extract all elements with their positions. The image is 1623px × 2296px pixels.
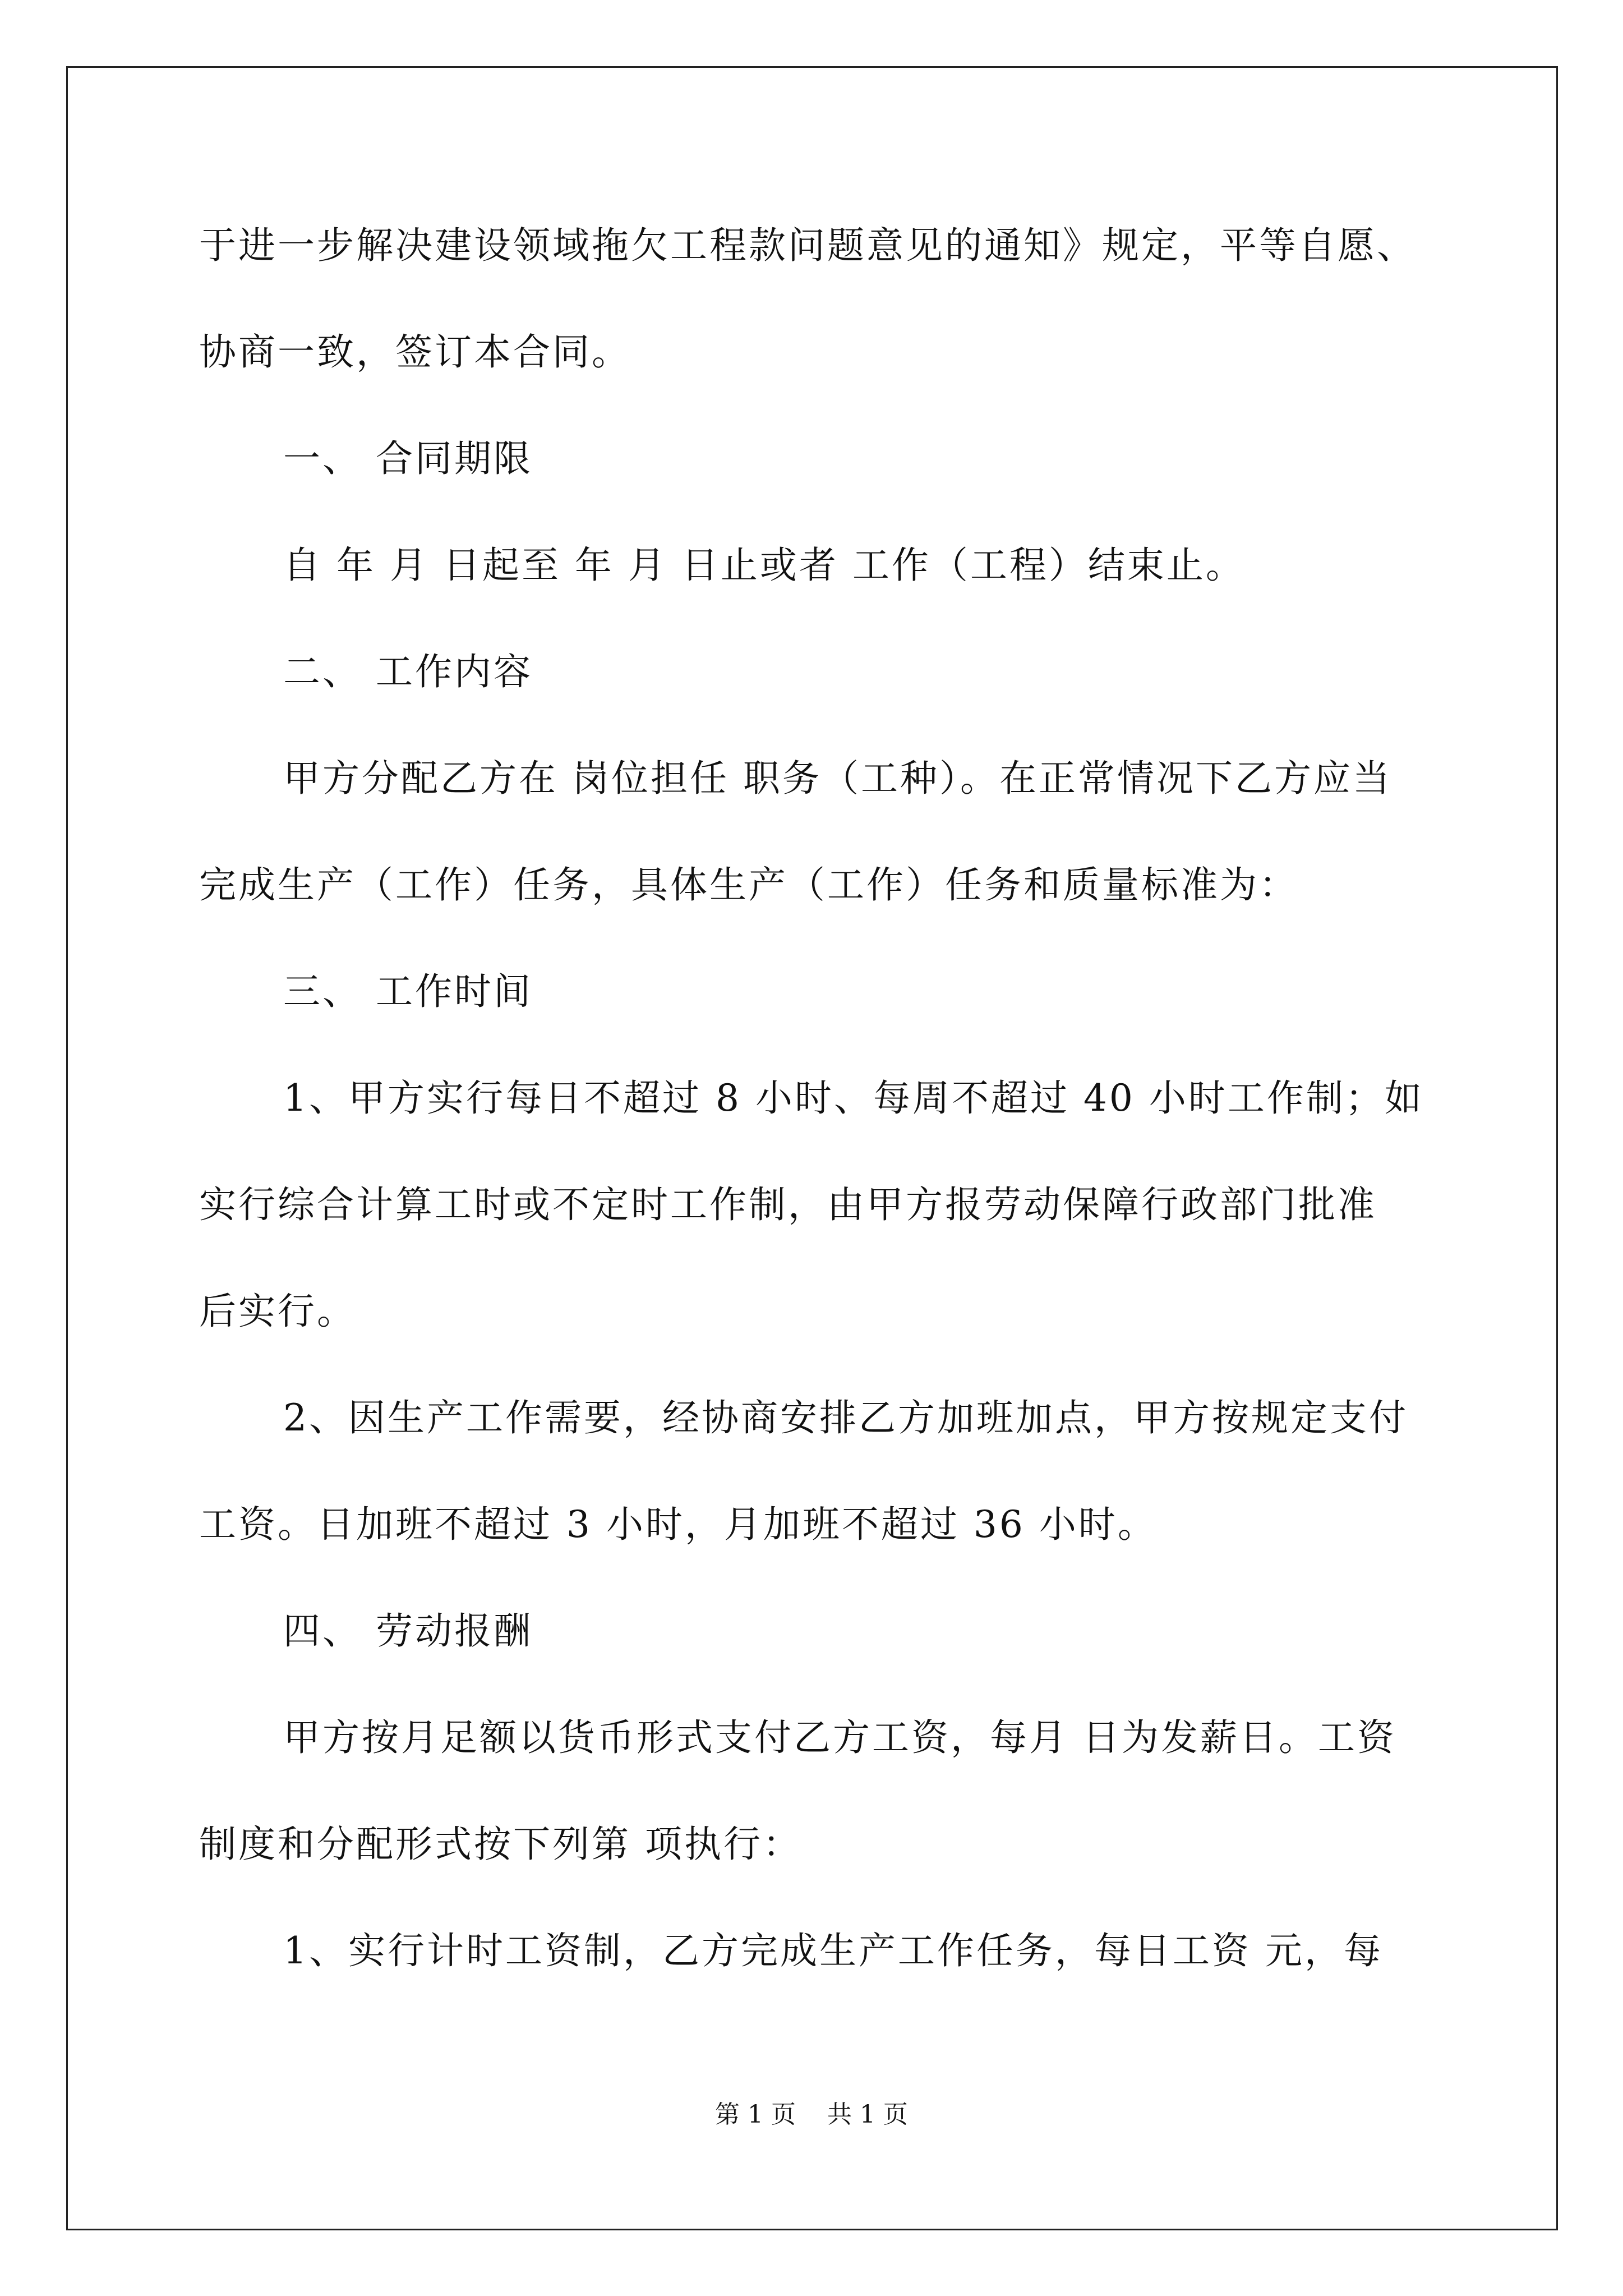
text-line: 甲方分配乙方在 岗位担任 职务（工种）。在正常情况下乙方应当 (283, 757, 1392, 800)
section-heading: 二、 工作内容 (283, 650, 533, 693)
text-line: 制度和分配形式按下列第 项执行： (199, 1823, 802, 1866)
text-line: 后实行。 (199, 1290, 356, 1333)
text-line: 完成生产（工作）任务，具体生产（工作）任务和质量标准为： (199, 863, 1298, 907)
text-line: 协商一致，签订本合同。 (199, 330, 631, 374)
text-line: 甲方按月足额以货币形式支付乙方工资，每月 日为发薪日。工资 (283, 1716, 1396, 1759)
section-heading: 四、 劳动报酬 (283, 1609, 533, 1653)
text-line: 实行综合计算工时或不定时工作制，由甲方报劳动保障行政部门批准 (199, 1183, 1377, 1226)
text-line: 1、甲方实行每日不超过 8 小时、每周不超过 40 小时工作制；如 (283, 1076, 1424, 1120)
text-line: 1、实行计时工资制，乙方完成生产工作任务，每日工资 元，每 (283, 1929, 1383, 1972)
text-line: 2、因生产工作需要，经协商安排乙方加班加点，甲方按规定支付 (283, 1396, 1408, 1439)
page-number-footer: 第 1 页 共 1 页 (715, 2100, 908, 2129)
text-line: 于进一步解决建设领域拖欠工程款问题意见的通知》规定，平等自愿、 (199, 224, 1416, 267)
section-heading: 一、 合同期限 (283, 437, 533, 480)
text-line: 工资。日加班不超过 3 小时，月加班不超过 36 小时。 (199, 1503, 1157, 1546)
section-heading: 三、 工作时间 (283, 970, 533, 1013)
text-line: 自 年 月 日起至 年 月 日止或者 工作（工程）结束止。 (283, 544, 1245, 587)
